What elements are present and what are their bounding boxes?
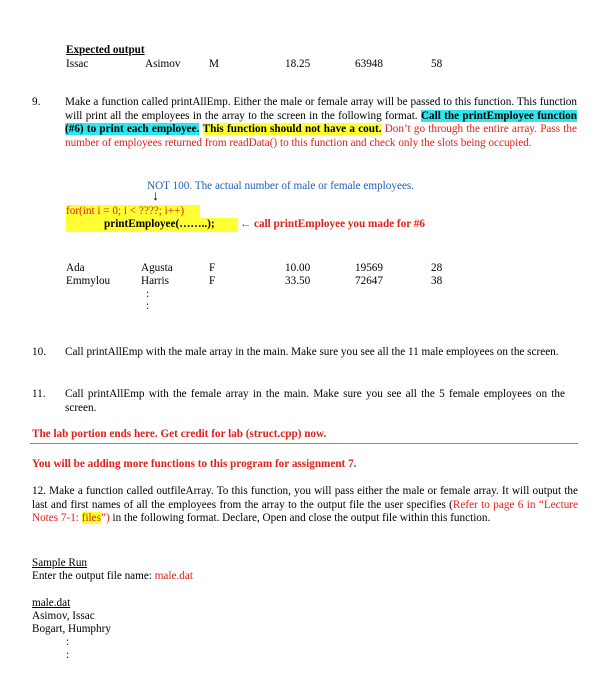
cell-rate: 18.25 — [285, 58, 311, 70]
reference-text: Refer to page 6 in “Lecture Notes 7-1: — [32, 498, 578, 525]
cell-last-name: Agusta — [141, 262, 173, 274]
continuation-dots: : — [146, 300, 150, 312]
item-12-paragraph — [32, 485, 578, 526]
cell-rate: 10.00 — [285, 262, 311, 274]
cell-last-name: Harris — [141, 275, 169, 287]
cell-age: 38 — [431, 275, 443, 287]
code-line-print: printEmployee(……..); — [66, 218, 238, 232]
code-arrow-note: ← call printEmployee you made for #6 — [240, 218, 425, 230]
item-10-text: Call printAllEmp with the male array in the main. Make sure you see all the 11 male employees on the screen. — [65, 346, 559, 358]
cell-first-name: Ada — [66, 262, 85, 274]
cell-age: 28 — [431, 262, 443, 274]
sample-run-input: male.dat — [154, 570, 193, 582]
item-11-number: 11. — [32, 388, 46, 400]
item-9-cyan-highlight: Call the printEmployee function (#6) to print each employee. — [65, 109, 577, 136]
expected-output-title: Expected output — [66, 44, 145, 56]
cell-id: 63948 — [355, 58, 383, 70]
code-line-for-loop: for(int i = 0; i < ????; i++) — [66, 205, 200, 219]
cell-rate: 33.50 — [285, 275, 311, 287]
assignment-notice: You will be adding more functions to this program for assignment 7. — [32, 458, 357, 470]
item-11-text: Call printAllEmp with the female array in the main. Make sure you see all the 5 female employees on the screen. — [65, 388, 565, 414]
cell-id: 72647 — [355, 275, 383, 287]
reference-highlight: files — [81, 512, 101, 525]
cell-last-name: Asimov — [145, 58, 181, 70]
item-12-text: 12. Make a function called outfileArray. To this function, you will pass either the male or female array. It will output the last and first names of all the employees from the array to the output file the user specifies ( — [32, 485, 578, 511]
lab-end-notice: The lab portion ends here. Get credit for lab (struct.cpp) now. — [32, 428, 327, 440]
output-line: Bogart, Humphry — [32, 623, 111, 635]
reference-close: ”) — [100, 512, 110, 525]
cell-first-name: Issac — [66, 58, 89, 70]
continuation-dots: : — [146, 288, 150, 300]
divider — [30, 443, 578, 444]
note-text: NOT 100. The actual number of male or female employees. — [147, 180, 415, 192]
output-line: Asimov, Issac — [32, 610, 95, 622]
cell-first-name: Emmylou — [66, 275, 111, 287]
down-arrow-icon: ↓ — [152, 189, 159, 204]
cell-id: 19569 — [355, 262, 383, 274]
item-9-paragraph — [65, 96, 577, 150]
output-file-title: male.dat — [32, 597, 71, 609]
item-9-yellow-highlight: This function should not have a cout. — [202, 123, 382, 136]
item-12-text-end: in the following format. Declare, Open and close the output file within this function. — [109, 512, 491, 525]
sample-run-title: Sample Run — [32, 557, 88, 569]
item-9-number: 9. — [32, 96, 41, 108]
continuation-dots: : — [66, 649, 70, 661]
cell-gender: M — [209, 58, 219, 70]
item-9-red-text: Don’t go through the entire array. Pass the number of employees returned from readData() to this function and check only the slots being occupied. — [65, 123, 577, 149]
sample-run-prompt-line — [32, 570, 193, 584]
cell-gender: F — [209, 262, 216, 274]
item-9-text: Make a function called printAllEmp. Either the male or female array will be passed to this function. This function will print all the employees in the array to the screen in the following format. — [65, 96, 577, 122]
continuation-dots: : — [66, 636, 70, 648]
item-10-number: 10. — [32, 346, 46, 358]
cell-age: 58 — [431, 58, 443, 70]
sample-run-prompt: Enter the output file name: — [32, 570, 155, 582]
cell-gender: F — [209, 275, 216, 287]
